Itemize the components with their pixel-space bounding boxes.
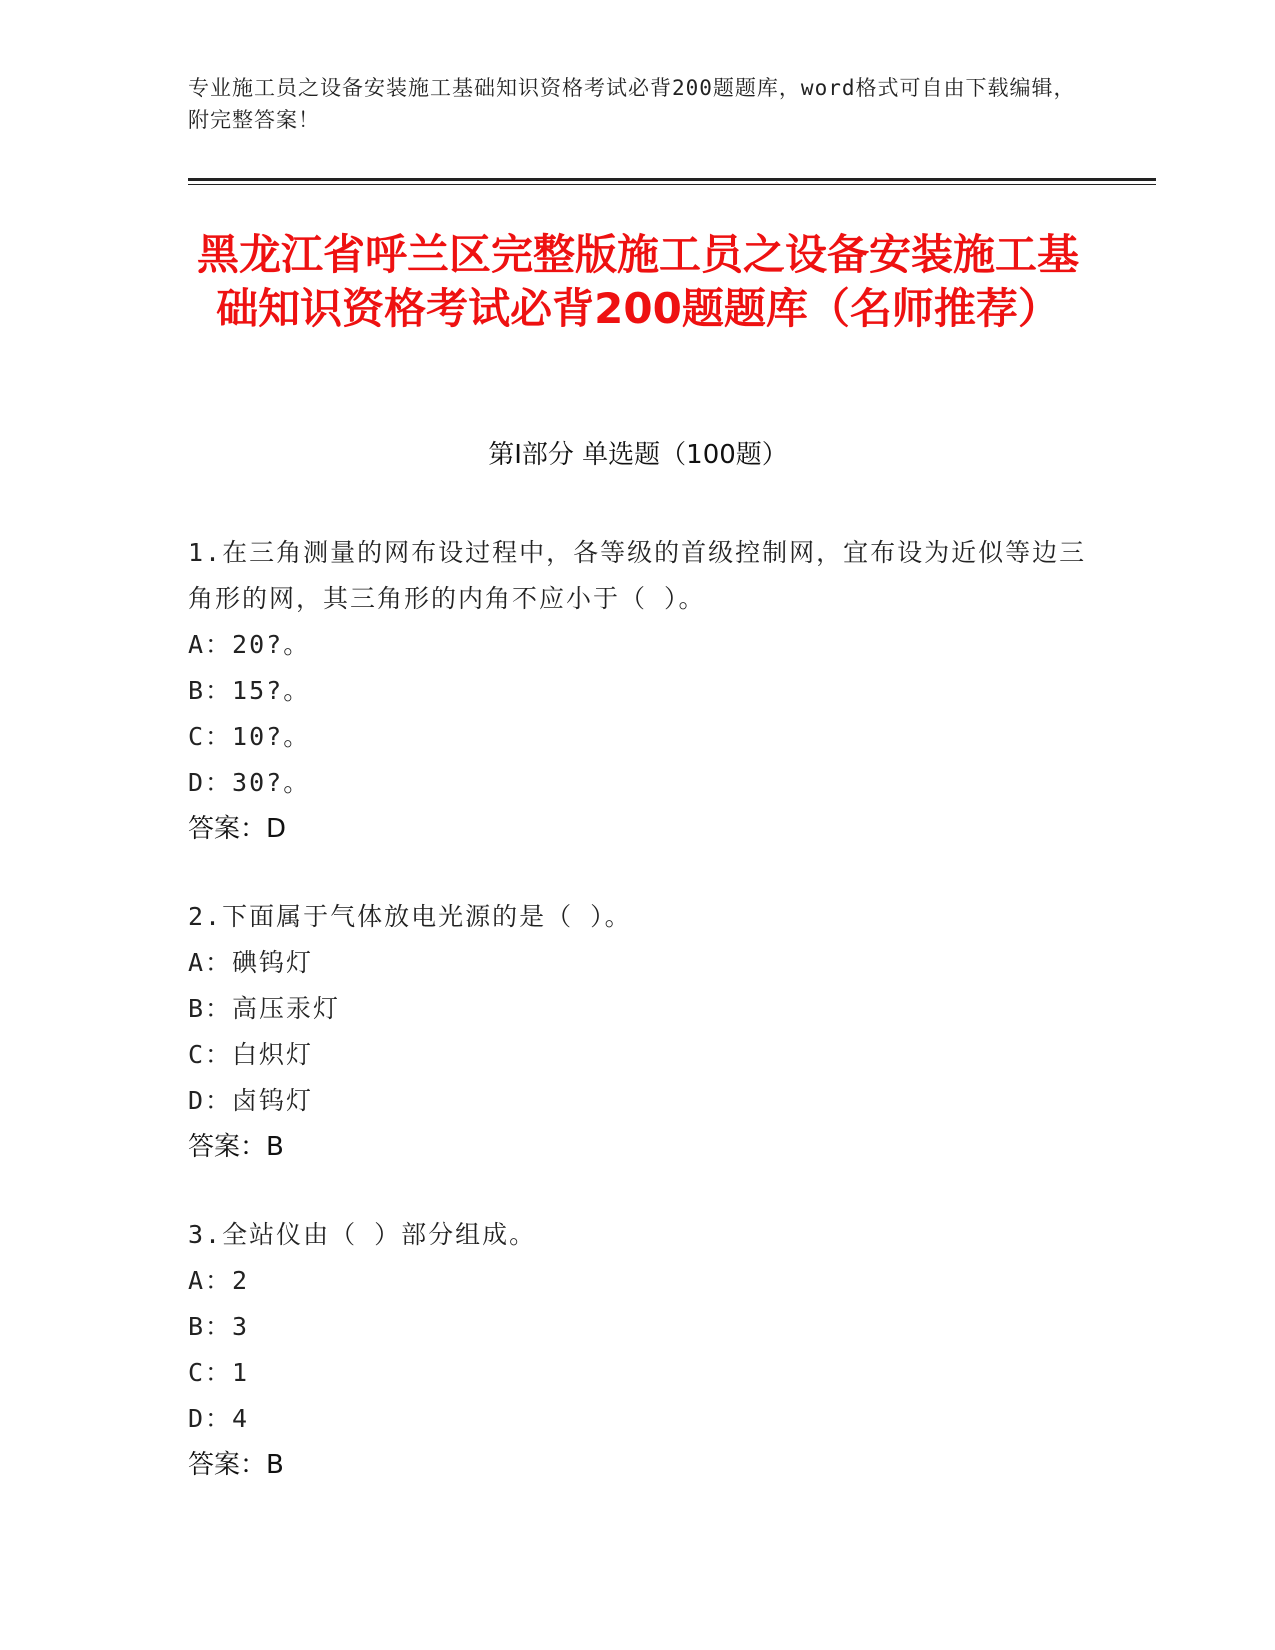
option-d: D：30?。 <box>188 768 311 797</box>
option-c: C：白炽灯 <box>188 1040 314 1069</box>
option-a: A：碘钨灯 <box>188 948 314 977</box>
header-rule-thick <box>188 178 1156 181</box>
answer: 答案：D <box>188 814 287 844</box>
header-note: 专业施工员之设备安装施工基础知识资格考试必背200题题库，word格式可自由下载编辑，附完整答案！ <box>188 76 1076 132</box>
option-b: B：3 <box>188 1312 250 1341</box>
question-1 <box>188 530 1088 852</box>
question-list <box>188 530 1088 1530</box>
question-2 <box>188 894 1088 1170</box>
question-stem: 2.下面属于气体放电光源的是（ ）。 <box>188 902 632 931</box>
question-3 <box>188 1212 1088 1488</box>
document-title: 黑龙江省呼兰区完整版施工员之设备安装施工基础知识资格考试必背200题题库（名师推荐） <box>196 230 1079 333</box>
answer: 答案：B <box>188 1450 284 1480</box>
option-a: A：20?。 <box>188 630 311 659</box>
question-stem: 3.全站仪由（ ）部分组成。 <box>188 1220 537 1249</box>
section-title: 第Ⅰ部分 单选题（100题） <box>488 440 788 470</box>
option-b: B：高压汞灯 <box>188 994 341 1023</box>
option-d: D：卤钨灯 <box>188 1086 314 1115</box>
option-b: B：15?。 <box>188 676 311 705</box>
option-a: A：2 <box>188 1266 250 1295</box>
option-c: C：10?。 <box>188 722 311 751</box>
header-rule-thin <box>188 184 1156 185</box>
question-stem: 1.在三角测量的网布设过程中，各等级的首级控制网，宜布设为近似等边三角形的网，其三角形的内角不应小于（ ）。 <box>188 538 1087 613</box>
option-d: D：4 <box>188 1404 250 1433</box>
option-c: C：1 <box>188 1358 250 1387</box>
answer: 答案：B <box>188 1132 284 1162</box>
